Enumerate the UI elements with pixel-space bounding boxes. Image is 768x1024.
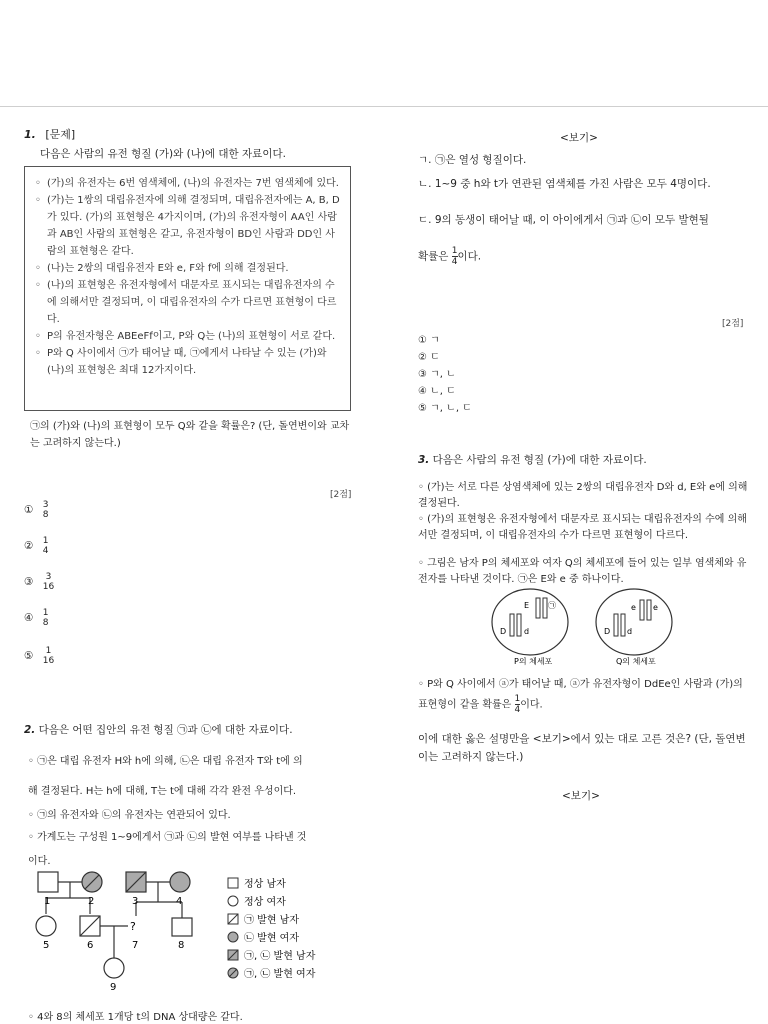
q2-line6: ◦ 4와 8의 체세포 1개당 t의 DNA 상대량은 같다. (28, 1012, 243, 1023)
q2-option-5[interactable]: ⑤ ㄱ, ㄴ, ㄷ (418, 403, 472, 414)
frac-num: 1 (42, 608, 49, 618)
cell-p (492, 589, 568, 655)
q1-option-3[interactable] (24, 572, 54, 592)
q2-points: [2점] (722, 319, 744, 329)
pedigree-label: 5 (43, 940, 50, 951)
q1-question: ㉠의 (가)와 (나)의 표현형이 모두 Q와 같을 확률은? (단, 돌연변이와 교차는 고려하지 않는다.) (30, 421, 350, 449)
q2-option-3[interactable]: ③ ㄱ, ㄴ (418, 369, 456, 380)
cell-p-label: P의 체세포 (514, 657, 553, 666)
gene-label: e (631, 603, 636, 612)
q3-bullet1: ◦ (가)는 서로 다른 상염색체에 있는 2쌍의 대립유전자 D와 d, E와 e에 의해 결정된다. (418, 482, 748, 509)
chromosome (543, 598, 547, 618)
option-mark: ② (24, 540, 34, 552)
pedigree-label: 1 (44, 896, 51, 907)
pedigree-member-8 (172, 918, 192, 936)
legend-trait2-female-icon (228, 932, 238, 942)
q3-intro: 다음은 사람의 유전 형질 (가)에 대한 자료이다. (432, 454, 647, 466)
chromosome (510, 614, 514, 636)
gene-label: E (524, 601, 530, 610)
pedigree-label: 9 (110, 982, 117, 993)
frac-den: 16 (42, 582, 55, 592)
pedigree-label: 4 (176, 896, 183, 907)
q2-choice-c: ㄷ. 9의 동생이 태어날 때, 이 아이에게서 ㉠과 ㉡이 모두 발현될 (418, 214, 709, 226)
q3-bullet3: ◦ 그림은 남자 P의 체세포와 여자 Q의 체세포에 들어 있는 일부 염색체와 유전자를 나타낸 것이다. ㉠은 E와 e 중 하나이다. (418, 558, 747, 585)
cell-diagram (486, 584, 678, 668)
q1-box-item: ◦ (나)의 표현형은 유전자형에서 대문자로 표시되는 대립유전자의 수에 의해서만 결정되며, 이 대립유전자의 수가 다르면 표현형이 다르다. (35, 280, 337, 325)
gene-label: e (653, 603, 658, 612)
chromosome (640, 600, 644, 620)
q1-box-item: ◦ (가)는 1쌍의 대립유전자에 의해 결정되며, 대립유전자에는 A, B, D가 있다. (가)의 표현형은 4가지이며, (가)의 유전자형이 AA인 사람과 AB인 사람의 표현형은 같고, 유전자형이 BD인 사람과 DD인 사람의 표현형은 같다. (35, 195, 340, 257)
frac-den: 4 (514, 705, 521, 715)
q1-box-item: ◦ P와 Q 사이에서 ㉠가 태어날 때, ㉠에게서 나타날 수 있는 (가)와 (나)의 표현형은 최대 12가지이다. (35, 348, 327, 376)
legend-label: ㉠, ㉡ 발현 남자 (244, 951, 316, 962)
gene-label: ㉠ (548, 601, 556, 610)
gene-label: D (604, 627, 611, 636)
pedigree-label: 8 (178, 940, 185, 951)
pedigree-member-1 (38, 872, 58, 892)
gene-label: d (627, 627, 633, 636)
q2-choices-title: <보기> (560, 132, 598, 144)
pedigree-unknown-mark: ? (130, 920, 136, 933)
legend-label: ㉠, ㉡ 발현 여자 (244, 969, 316, 980)
q3-choices-title: <보기> (562, 790, 600, 802)
legend-label: 정상 남자 (244, 879, 286, 890)
q3-number: 3. (418, 454, 430, 466)
frac-den: 8 (42, 618, 49, 628)
q1-box-item: ◦ P의 유전자형은 ABEeFf이고, P와 Q는 (나)의 표현형이 서로 같다. (35, 331, 336, 342)
pedigree-label: 2 (88, 896, 95, 907)
q3-question: 이에 대한 옳은 설명만을 <보기>에서 있는 대로 고른 것은? (단, 돌연변이는 고려하지 않는다.) (418, 733, 746, 763)
frac-num: 1 (514, 694, 521, 704)
option-mark: ④ (24, 612, 34, 624)
pedigree-chart (24, 866, 364, 996)
q2-option-4[interactable]: ④ ㄴ, ㄷ (418, 386, 456, 397)
q1-option-1[interactable] (24, 500, 49, 520)
q2-options (418, 332, 472, 417)
pedigree-member-9 (104, 958, 124, 978)
choice-text: 확률은 (418, 250, 449, 263)
pedigree-member-4 (170, 872, 190, 892)
q1-number: 1. (24, 128, 36, 141)
q1-box-item: ◦ (가)의 유전자는 6번 염색체에, (나)의 유전자는 7번 염색체에 있다. (35, 178, 339, 189)
option-mark: ① (24, 504, 34, 516)
bullet-text: 이다. (520, 699, 543, 711)
q2-option-2[interactable]: ② ㄷ (418, 352, 440, 363)
q2-choice-b: ㄴ. 1~9 중 h와 t가 연관된 염색체를 가진 사람은 모두 4명이다. (418, 178, 711, 190)
choice-text: 이다. (457, 250, 482, 263)
gene-label: d (524, 627, 530, 636)
chromosome (614, 614, 618, 636)
q2-heading (24, 722, 293, 737)
frac-num: 3 (45, 572, 52, 582)
q2-option-1[interactable]: ① ㄱ (418, 335, 440, 346)
cell-q-label: Q의 체세포 (616, 657, 656, 666)
frac-den: 16 (42, 656, 55, 666)
top-blank-bar (0, 0, 768, 107)
frac-num: 1 (451, 246, 458, 256)
cell-q (596, 589, 672, 655)
frac-num: 1 (45, 646, 52, 656)
q3-bullet4 (418, 676, 754, 715)
frac-num: 3 (42, 500, 49, 510)
legend-normal-female-icon (228, 896, 238, 906)
q3-bullet2: ◦ (가)의 표현형은 유전자형에서 대문자로 표시되는 대립유전자의 수에 의해서만 결정되며, 이 대립유전자의 수가 다르면 표현형이 다르다. (418, 514, 747, 541)
chromosome (647, 600, 651, 620)
q1-option-2[interactable] (24, 536, 49, 556)
bullet-text: ◦ P와 Q 사이에서 ⓐ가 태어날 때, ⓐ가 유전자형이 DdEe인 사람과 (가)의 표현형이 같을 확률은 (418, 679, 743, 711)
q2-intro: 다음은 어떤 집안의 유전 형질 ㉠과 ㉡에 대한 자료이다. (38, 724, 293, 736)
gene-label: D (500, 627, 507, 636)
q2-line2: 해 결정된다. H는 h에 대해, T는 t에 대해 각각 완전 우성이다. (28, 786, 297, 797)
pedigree-label: 3 (132, 896, 139, 907)
q2-line5: 이다. (28, 856, 51, 867)
q1-info-box (24, 166, 351, 411)
q1-intro: 다음은 사람의 유전 형질 (가)와 (나)에 대한 자료이다. (40, 148, 286, 160)
option-mark: ③ (24, 576, 34, 588)
legend-normal-male-icon (228, 878, 238, 888)
chromosome (621, 614, 625, 636)
q2-line4: ◦ 가계도는 구성원 1~9에게서 ㉠과 ㉡의 발현 여부를 나타낸 것 (28, 832, 307, 843)
chromosome (536, 598, 540, 618)
q1-box-item: ◦ (나)는 2쌍의 대립유전자 E와 e, F와 f에 의해 결정된다. (35, 263, 289, 274)
q2-line3: ◦ ㉠의 유전자와 ㉡의 유전자는 연관되어 있다. (28, 810, 231, 821)
frac-num: 1 (42, 536, 49, 546)
q1-option-5[interactable] (24, 646, 54, 666)
frac-den: 4 (451, 257, 458, 267)
pedigree-label: 6 (87, 940, 94, 951)
q3-heading (418, 452, 647, 467)
q1-heading (24, 126, 75, 142)
chromosome (517, 614, 521, 636)
q2-choice-c-cont (418, 246, 481, 267)
q2-choice-a: ㄱ. ㉠은 열성 형질이다. (418, 154, 527, 166)
q2-line1: ◦ ㉠은 대립 유전자 H와 h에 의해, ㉡은 대립 유전자 T와 t에 의 (28, 756, 303, 767)
legend-label: ㉠ 발현 남자 (244, 915, 299, 926)
legend-label: ㉡ 발현 여자 (244, 933, 299, 944)
legend-label: 정상 여자 (244, 897, 286, 908)
frac-den: 4 (42, 546, 49, 556)
option-mark: ⑤ (24, 650, 34, 662)
q1-option-4[interactable] (24, 608, 49, 628)
pedigree-member-5 (36, 916, 56, 936)
q1-points: [2점] (330, 490, 352, 500)
q1-tag: [문제] (45, 128, 76, 141)
frac-den: 8 (42, 510, 49, 520)
pedigree-label: 7 (132, 940, 139, 951)
q2-number: 2. (24, 724, 36, 736)
